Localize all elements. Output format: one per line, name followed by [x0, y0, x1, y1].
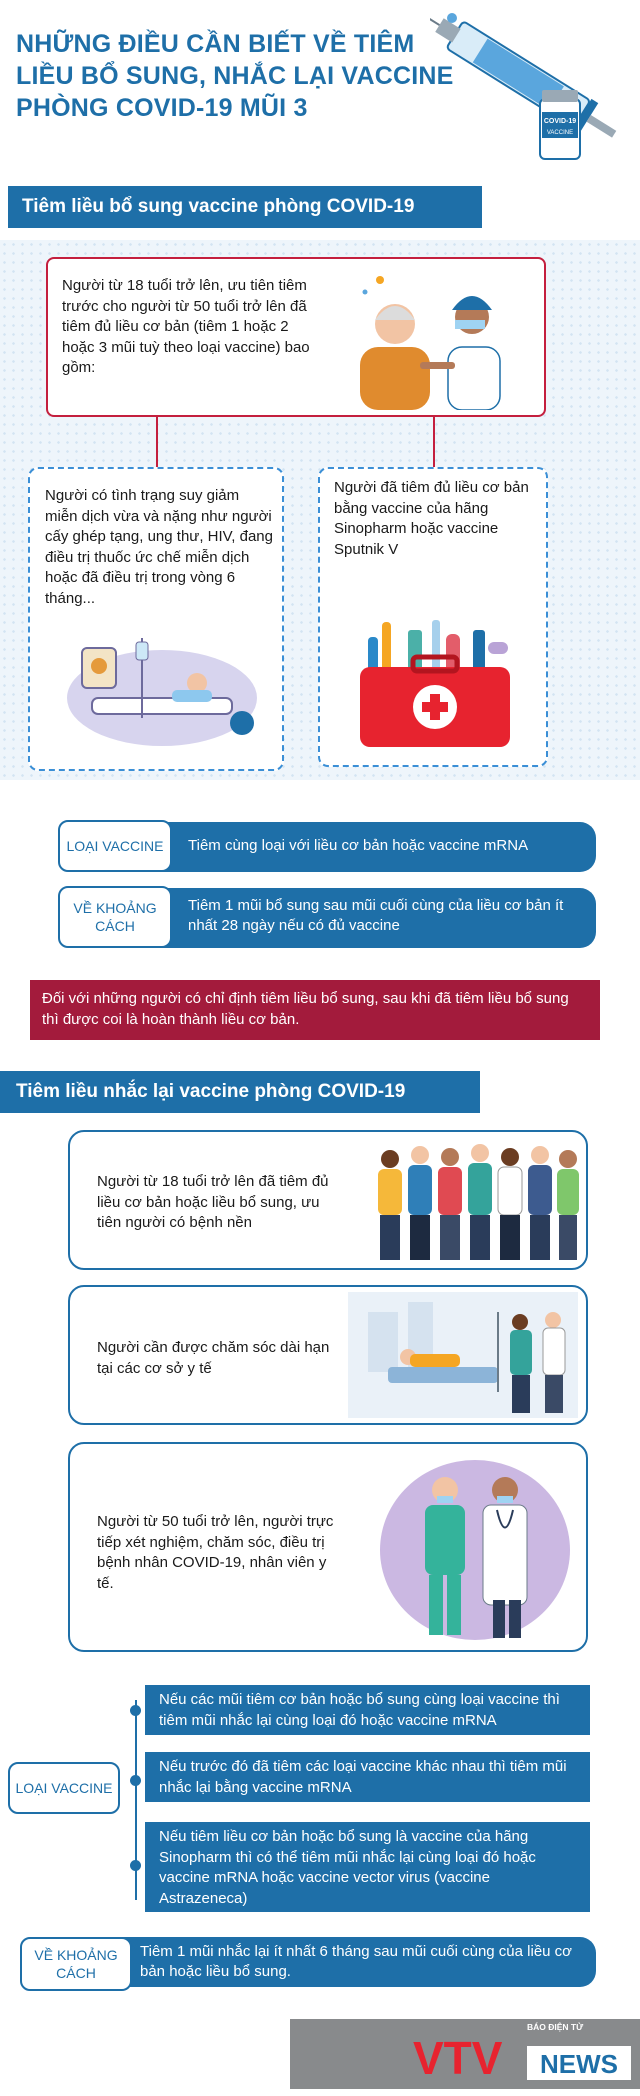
logo-vtv-text: VTV — [413, 2032, 503, 2084]
hospital-patient-illustration — [62, 628, 258, 748]
section-heading-repeat-dose: Tiêm liều nhắc lại vaccine phòng COVID-19 — [0, 1071, 480, 1113]
timeline-dot — [130, 1705, 141, 1716]
section-heading-booster: Tiêm liều bổ sung vaccine phòng COVID-19 — [8, 186, 482, 228]
page-title: NHỮNG ĐIỀU CẦN BIẾT VỀ TIÊM LIỀU BỔ SUNG, NHẮC LẠI VACCINE PHÒNG COVID-19 MŨI 3 — [16, 30, 454, 122]
interval-text: Tiêm 1 mũi nhắc lại ít nhất 6 tháng sau mũi cuối cùng của liều cơ bản hoặc liều bổ sung. — [120, 1937, 596, 1987]
vaccine-option-2: Nếu trước đó đã tiêm các loại vaccine khác nhau thì tiêm mũi nhắc lại bằng vaccine mRNA — [145, 1752, 590, 1802]
vaccine-option-3: Nếu tiêm liều cơ bản hoặc bổ sung là vaccine của hãng Sinopharm thì có thể tiêm mũi nhắc lại cùng loại đó hoặc vaccine mRNA hoặc vaccine vector virus (vaccine Astrazeneca) — [145, 1822, 590, 1912]
timeline-dot — [130, 1860, 141, 1871]
interval-label: VỀ KHOẢNG CÁCH — [20, 1937, 132, 1991]
timeline-dot — [130, 1775, 141, 1786]
vial-subtitle: VACCINE — [546, 130, 574, 136]
logo-news-text: NEWS — [540, 2049, 618, 2079]
footer-tagline: BÁO ĐIỆN TỬ — [527, 2022, 584, 2032]
vial-title: COVID-19 — [543, 118, 577, 125]
interval-label: VỀ KHOẢNG CÁCH — [58, 886, 172, 948]
eligible-text-frontline: Người từ 50 tuổi trở lên, người trực tiếp xét nghiệm, chăm sóc, điều trị bệnh nhân COVID-19, nhân viên y tế. — [97, 1513, 334, 1592]
group-of-people-illustration — [370, 1137, 580, 1263]
vaccine-option-1: Nếu các mũi tiêm cơ bản hoặc bổ sung cùng loại vaccine thì tiêm mũi nhắc lại cùng loại đó hoặc vaccine mRNA — [145, 1685, 590, 1735]
hospital-ward-illustration — [348, 1292, 578, 1418]
syringe-vaccine-illustration — [430, 4, 635, 174]
medical-staff-illustration — [375, 1450, 575, 1645]
intro-text: Người từ 18 tuổi trở lên, ưu tiên tiêm trước cho người từ 50 tuổi trở lên đã tiêm đủ liều cơ bản (tiêm 1 hoặc 2 hoặc 3 mũi tuỳ theo loại vaccine) bao gồm: — [62, 277, 310, 376]
vtv-news-logo — [405, 2026, 635, 2086]
first-aid-kit-illustration — [348, 612, 523, 752]
eligible-text-adults: Người từ 18 tuổi trở lên đã tiêm đủ liều cơ bản hoặc liều bổ sung, ưu tiên người có bệnh nền — [97, 1173, 329, 1231]
connector-line — [156, 417, 158, 467]
elderly-vaccination-illustration — [340, 262, 530, 410]
vaccine-type-label: LOẠI VACCINE — [8, 1762, 120, 1814]
sinopharm-sputnik-text: Người đã tiêm đủ liều cơ bản bằng vaccine của hãng Sinopharm hoặc vaccine Sputnik V — [334, 479, 529, 558]
immunocompromised-text: Người có tình trạng suy giảm miễn dịch vừa và nặng như người cấy ghép tạng, ung thư, HIV, đang điều trị thuốc ức chế miễn dịch hoặc đã điều trị trong vòng 6 tháng... — [45, 487, 273, 607]
booster-note: Đối với những người có chỉ định tiêm liều bổ sung, sau khi đã tiêm liều bổ sung thì được coi là hoàn thành liều cơ bản. — [30, 980, 600, 1040]
vaccine-type-text: Tiêm cùng loại với liều cơ bản hoặc vaccine mRNA — [160, 822, 596, 872]
connector-line — [433, 417, 435, 467]
interval-text: Tiêm 1 mũi bổ sung sau mũi cuối cùng của liều cơ bản ít nhất 28 ngày nếu có đủ vaccine — [160, 888, 596, 948]
vaccine-type-label: LOẠI VACCINE — [58, 820, 172, 872]
eligible-text-longterm-care: Người cần được chăm sóc dài hạn tại các cơ sở y tế — [97, 1339, 330, 1377]
